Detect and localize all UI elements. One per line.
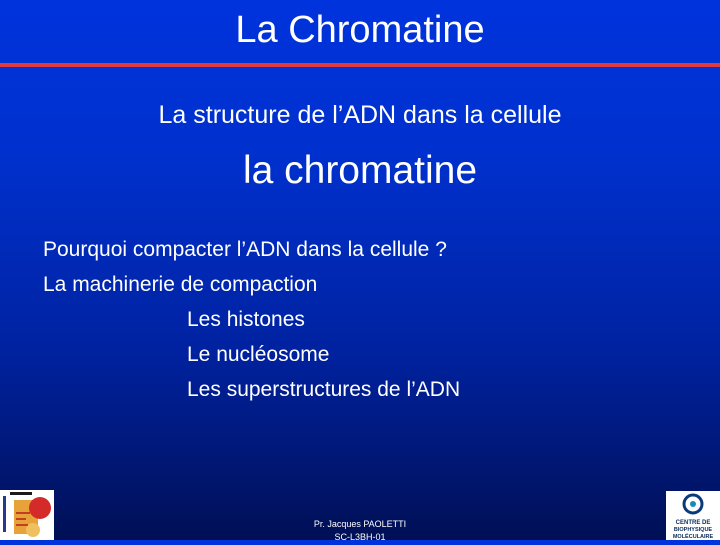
institute-logo (666, 491, 720, 540)
topic-item: La machinerie de compaction (43, 273, 318, 296)
topic-item: Pourquoi compacter l’ADN dans la cellule ? (43, 238, 447, 261)
section-heading: la chromatine (242, 149, 478, 192)
subtopic-item: Les histones (187, 308, 305, 331)
title-divider (0, 63, 720, 67)
logo-line1: CENTRE DE (675, 520, 711, 526)
logo-line2: BIOPHYSIQUE (673, 527, 713, 533)
university-logo (0, 490, 54, 540)
subtopic-item: Les superstructures de l’ADN (187, 378, 461, 401)
subtopic-item: Le nucléosome (187, 343, 330, 366)
slide-subtitle: La structure de l’ADN dans la cellule (158, 101, 562, 129)
course-code: SC-L3BH-01 (334, 532, 386, 542)
logo-line3: MOLÉCULAIRE (672, 534, 714, 540)
author-name: Pr. Jacques PAOLETTI (313, 519, 407, 529)
slide-title: La Chromatine (235, 9, 485, 51)
slide-footer (260, 518, 460, 544)
